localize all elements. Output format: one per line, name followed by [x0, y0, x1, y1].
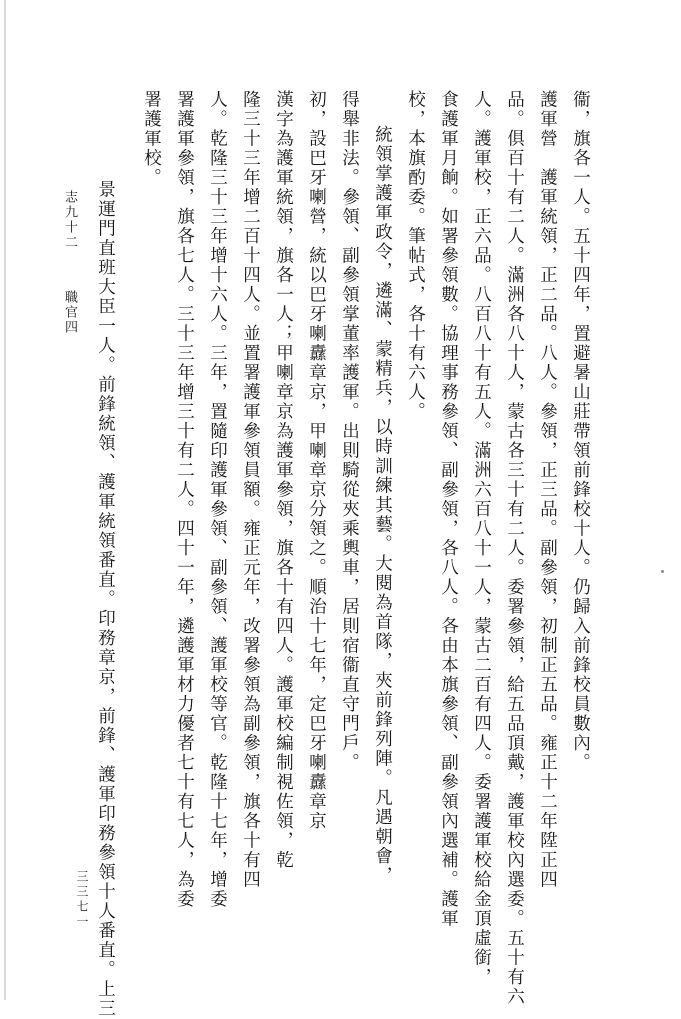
text-column-1: 衞，旗各一人。五十四年，置避暑山莊帶領前鋒校十人。仍歸入前鋒校員數內。: [570, 90, 591, 773]
text-column-12: 人。乾隆三十三年增十六人。三年，置隨印護軍參領、副參領、護軍校等官。乾隆十七年，增委: [207, 90, 228, 909]
section-label: 職官四: [62, 290, 77, 335]
text-column-5: 食護軍月餉。如署參領數。協理事務參領、副參領，各八人。各由本旗參領、副參領內選補。護軍: [438, 90, 459, 929]
chapter-label: 志九十二: [62, 190, 77, 250]
text-column-10: 漢字為護軍統領，旗各一人；甲喇章京為護軍參領，旗各十有四人。護軍校編制視佐領，乾: [273, 90, 294, 870]
text-column-7: 統領掌護軍政令，遴滿、蒙精兵，以時訓練其藝。大閱為首隊，夾前鋒列陣。凡遇朝會，: [372, 125, 393, 886]
text-column-3: 品。俱百十有二人。滿洲各八十人，蒙古各三十有二人。委署參領，給五品頂戴，護軍校內選委。五十有六: [504, 90, 525, 1007]
text-column-2: 護軍營 護軍統領，正二品。八人。參領，正三品。副參領，初制正五品。雍正十二年陞正四: [537, 90, 558, 890]
text-column-6: 校，本旗酌委。筆帖式，各十有六人。: [405, 90, 426, 422]
page-gutter-shadow: [4, 0, 6, 1000]
text-column-8: 得舉非法。參領、副參領掌董率護軍。出則騎從夾乘輿車，居則宿衞直守門戶。: [339, 90, 360, 773]
print-speck: [661, 570, 664, 573]
text-column-14: 署護軍校。: [141, 90, 162, 188]
text-column-15: 景運門直班大臣一人。前鋒統領、護軍統領番直。印務章京，前鋒、護軍印務參領十人番直。上三: [95, 180, 116, 1019]
text-column-13: 署護軍參領，旗各七人。三十三年增三十有二人。四十一年，遴護軍材力優者七十有七人，為委: [174, 90, 195, 909]
text-column-4: 人。護軍校，正六品。八百八十有五人。滿洲六百八十一人，蒙古二百有四人。委署護軍校給金頂虛銜，: [471, 90, 492, 987]
page-number: 三三七一: [75, 870, 89, 930]
text-column-9: 初，設巴牙喇營，統以巴牙喇纛章京，甲喇章京分領之。順治十七年，定巴牙喇纛章京: [306, 90, 327, 831]
footer-chapter: [63, 190, 76, 970]
text-column-11: 隆三十三年增二百十四人。並置署護軍參領員額。雍正元年，改署參領為副參領，旗各十有四: [240, 90, 261, 890]
